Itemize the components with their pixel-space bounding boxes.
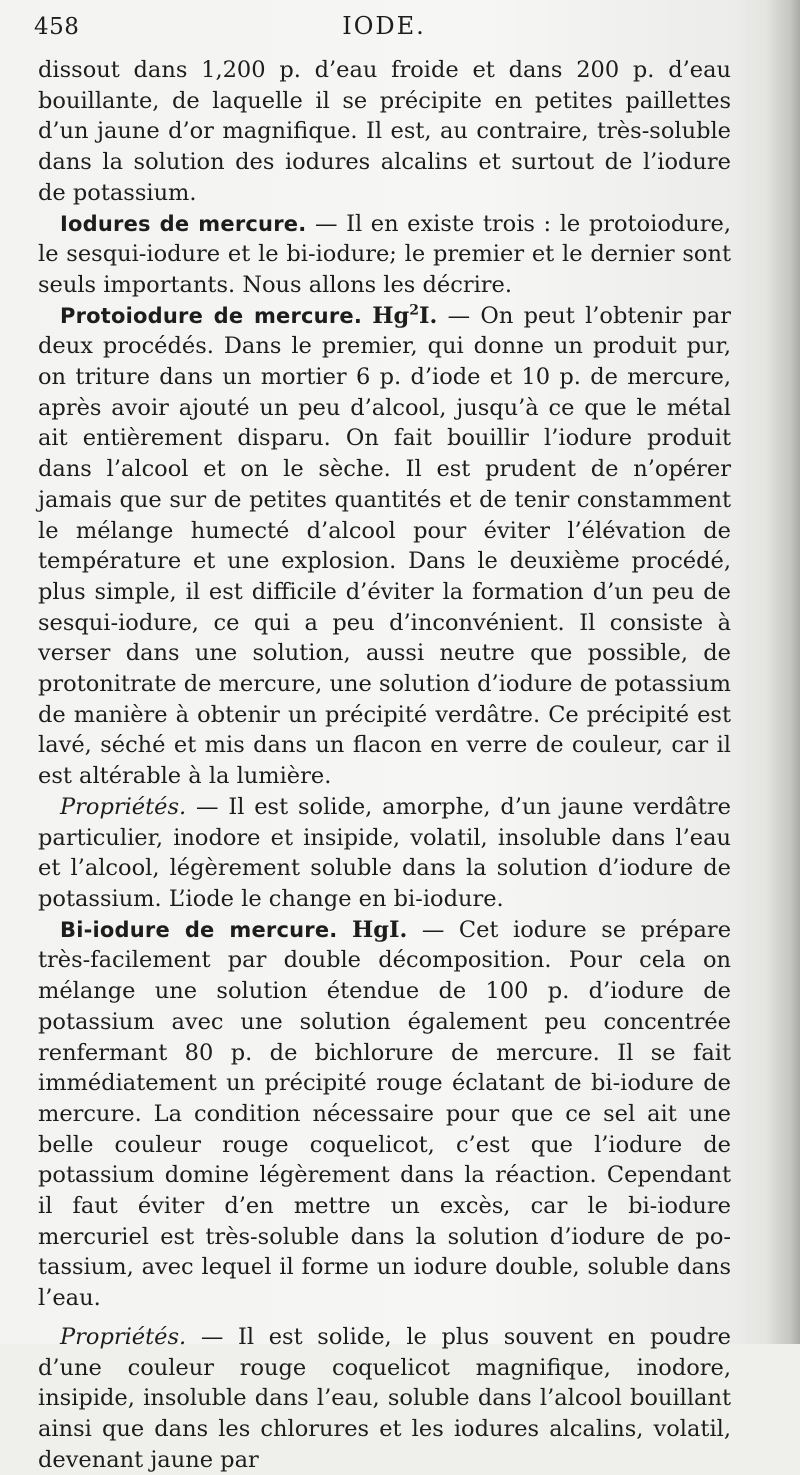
- paragraph-text: dissout dans 1,200 p. d’eau froide et dans 200 p. d’eau bouillante, de laquelle il se précipite en petites paillettes d’un jaune d’or magnifique. Il est, au contraire, très-soluble dans la solution des iodures alcalins et surtout de l’iodure de potassium.: [38, 57, 731, 206]
- chemical-formula: Hg$^2$I.: [372, 302, 438, 329]
- section-heading: Protoiodure de mercure.: [60, 303, 362, 328]
- paragraph-text: — On peut l’obtenir par deux procédés. Dans le premier, qui donne un produit pur, on triture dans un mortier 6 p. d’iode et 10 p. de mercure, après avoir ajouté un peu d’alcool, jusqu’à ce que le métal ait entièrement disparu. On fait bouillir l’iodure produit dans l’alcool et on le sèche. Il est prudent de n’opérer jamais que sur de petites quantités et de tenir constamment le mélange humecté d’alcool pour éviter l’élévation de température et une explosion. Dans le deuxième procédé, plus simple, il est difficile d’éviter la formation d’un peu de sesqui-iodure, ce qui a peu d’inconvénient. Il consiste à verser dans une solution, aussi neutre que possible, de protonitrate de mercure, une solution d’iodure de potassium de manière à obtenir un précipité verdâtre. Ce précipité est lavé, séché et mis dans un flacon en verre de couleur, car il est altérable à la lumière.: [38, 302, 731, 790]
- paragraph-bi-iodure: [38, 915, 731, 1314]
- paragraph-iodures-de-mercure: [38, 209, 731, 301]
- paragraph-text: — Il en existe trois : le protoiodure, le sesqui-iodure et le bi-iodure; le premier et le dernier sont seuls importants. Nous allons les décrire.: [38, 210, 731, 298]
- paragraph-proprietes-proto: [38, 792, 731, 915]
- page-header: [34, 8, 734, 44]
- paragraph-text: — Il est solide, le plus souvent en poudre d’une couleur rouge coquelicot magnifique, inodore, insipide, insoluble dans l’eau, soluble dans l’alcool bouillant ainsi que dans les chlorures et les iodures alcalins, volatil, devenant jaune par: [38, 1323, 731, 1473]
- page-number: 458: [34, 14, 80, 40]
- paragraph-text: — Il est solide, amorphe, d’un jaune verdâtre particulier, inodore et insipide, volatil, insoluble dans l’eau et l’alcool, légèrement soluble dans la solution d’iodure de potassium. L’iode le change en bi-iodure.: [38, 793, 731, 912]
- paragraph-spacer: [38, 1314, 731, 1322]
- paragraph-continuation: [38, 55, 731, 209]
- page-edge-shadow: [766, 0, 800, 1344]
- page-body: [38, 55, 731, 1475]
- paragraph-protoiodure: [38, 301, 731, 792]
- paragraph-proprietes-bi: [38, 1322, 731, 1475]
- section-heading: Bi-iodure de mercure.: [60, 917, 338, 942]
- chemical-formula: HgI.: [351, 916, 408, 943]
- paragraph-text: — Cet iodure se prépare très-facilement par double décomposition. Pour cela on mélange une solution étendue de 100 p. d’iodure de potassium avec une solution également peu concentrée renfermant 80 p. de bichlorure de mercure. Il se fait immédiatement un précipité rouge éclatant de bi-iodure de mercure. La condition nécessaire pour que ce sel ait une belle couleur rouge coquelicot, c’est que l’iodure de potassium domine légèrement dans la réaction. Cependant il faut éviter d’en mettre un excès, car le bi-iodure mercuriel est très-soluble dans la solution d’iodure de potassium, avec lequel il forme un iodure double, soluble dans l’eau.: [38, 916, 732, 1312]
- running-title: IODE.: [342, 12, 426, 40]
- italic-heading: Propriétés.: [60, 793, 187, 820]
- section-heading: Iodures de mercure.: [60, 211, 307, 236]
- italic-heading: Propriétés.: [60, 1323, 187, 1350]
